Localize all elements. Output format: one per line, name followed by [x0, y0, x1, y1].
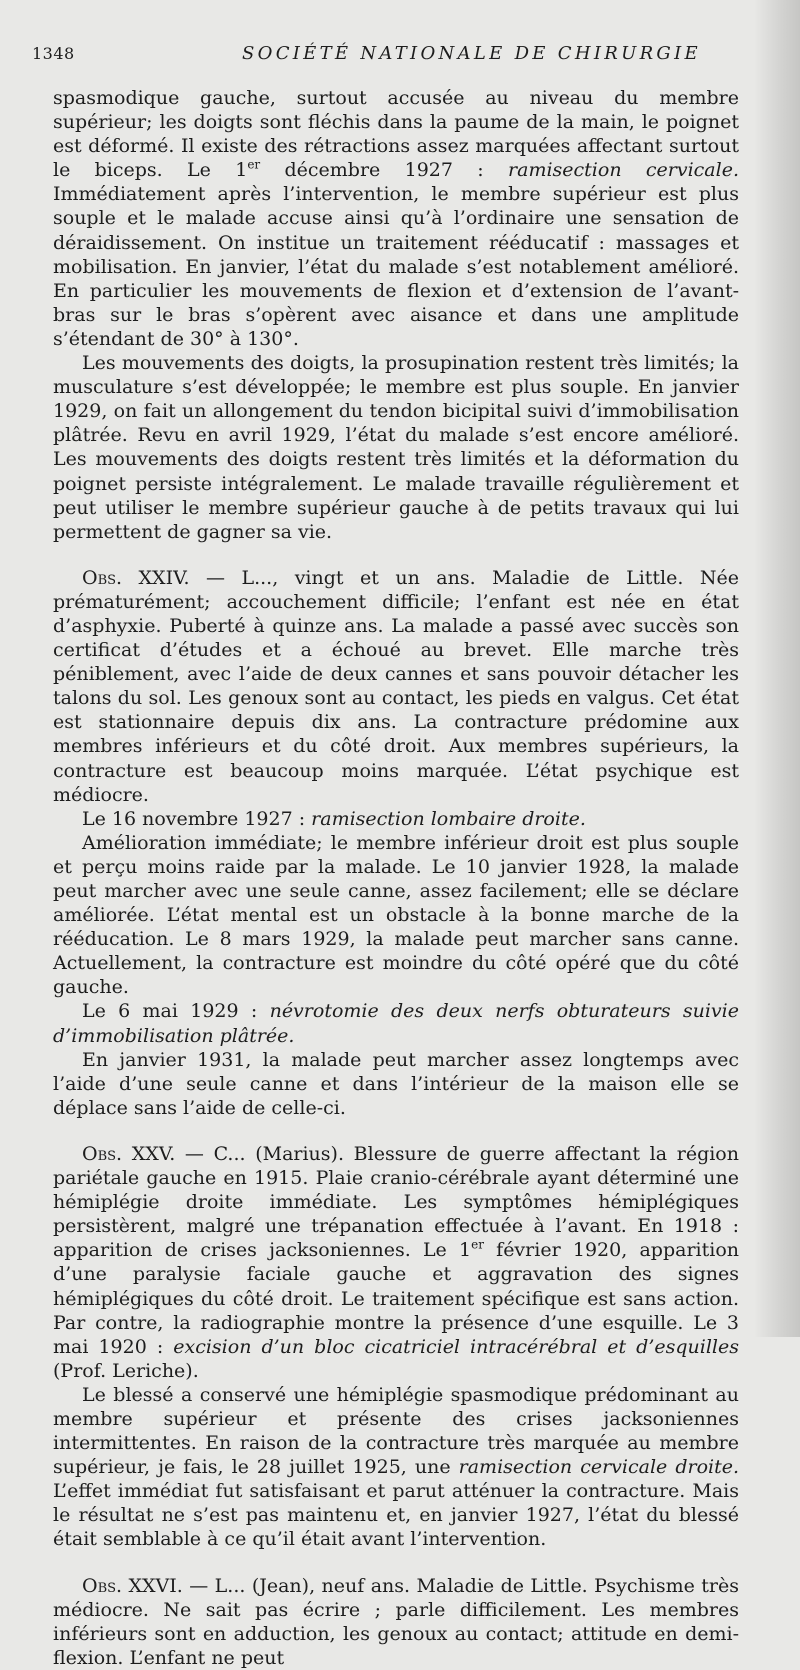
superscript: er [471, 1237, 484, 1252]
text-run: février 1920, apparition d’une paralysie faciale gauche et aggravation des signes hémiplégiques du côté droit. Le traitement spécifique est sans action. Par contre, la radiographie montre la présence d’une esquille. Le 3 mai 1920 : [53, 1239, 739, 1358]
page-header [32, 40, 772, 70]
page-edge-shadow [754, 0, 800, 1337]
text-run: Le blessé a conservé une hémiplégie spasmodique prédominant au membre supérieur et présente des crises jacksoniennes intermittentes. En raison de la contracture très marquée au membre supérieur, je fais, le 28 juillet 1925, une [53, 1383, 739, 1479]
paragraph [53, 1383, 739, 1552]
text-run: Le 6 mai 1929 : [82, 1000, 270, 1023]
text-run: — C... (Marius). Blessure de guerre affectant la région pariétale gauche en 1915. Plaie cranio-cérébrale ayant déterminé une hémiplégie droite immédiate. Les symptômes hémiplégiques persistèrent, malgré une trépanation effectuée à l’avant. En 1918 : apparition de crises jacksoniennes. Le 1 [53, 1142, 739, 1262]
text-run: Le 16 novembre 1927 : [82, 807, 312, 830]
paragraph [53, 1048, 739, 1120]
observation-label: Obs. XXVI. [82, 1574, 183, 1597]
italic-text: ramisection cervicale droite. [458, 1456, 740, 1479]
paragraph [53, 351, 739, 544]
page-body [53, 86, 739, 1670]
observation-label: Obs. XXIV. [82, 566, 190, 589]
observation-paragraph [53, 1142, 739, 1383]
text-run: L’effet immédiat fut satisfaisant et parut atténuer la contracture. Mais le résultat ne s’est pas maintenu et, en janvier 1927, l’état du blessé était semblable à ce qu’il était avant l’intervention. [53, 1480, 739, 1551]
text-run: décembre 1927 : [260, 159, 509, 182]
text-run: — L..., vingt et un ans. Maladie de Little. Née prématurément; accouchement difficile; l’enfant est née en état d’asphyxie. Puberté à quinze ans. La malade a passé avec succès son certificat d’études et a échoué au brevet. Elle marche très péniblement, avec l’aide de deux cannes et sans pouvoir détacher les talons du sol. Les genoux sont au contact, les pieds en valgus. Cet état est stationnaire depuis dix ans. La contracture prédomine aux membres inférieurs et du côté droit. Aux membres supérieurs, la contracture est beaucoup moins marquée. L’état psychique est médiocre. [53, 566, 739, 806]
text-run: Les mouvements des doigts, la prosupination restent très limités; la musculature s’est développée; le membre est plus souple. En janvier 1929, on fait un allongement du tendon bicipital suivi d’immobilisation plâtrée. Revu en avril 1929, l’état du malade s’est encore amélioré. Les mouvements des doigts restent très limités et la déformation du poignet persiste intégralement. Le malade travaille régulièrement et peut utiliser le membre supérieur gauche à de petits travaux qui lui permettent de gagner sa vie. [53, 352, 739, 543]
text-run: En janvier 1931, la malade peut marcher assez longtemps avec l’aide d’une seule canne et dans l’intérieur de la maison elle se déplace sans l’aide de celle-ci. [53, 1048, 739, 1119]
italic-text: ramisection lombaire droite. [311, 807, 586, 830]
page-number: 1348 [32, 44, 75, 63]
text-run: spasmodique gauche, surtout accusée au niveau du membre supérieur; les doigts sont fléchis dans la paume de la main, le poignet est déformé. Il existe des rétractions assez marquées affectant surtout le biceps. Le 1 [53, 87, 739, 182]
paragraph [53, 86, 739, 351]
italic-text: ramisection cervicale. [508, 159, 739, 182]
superscript: er [247, 157, 261, 172]
text-run: Immédiatement après l’intervention, le membre supérieur est plus souple et le malade accuse ainsi qu’à l’ordinaire une sensation de déraidissement. On institue un traitement rééducatif : massages et mobilisation. En janvier, l’état du malade s’est notablement amélioré. En particulier les mouvements de flexion et d’extension de l’avant-bras sur le bras s’opèrent avec aisance et dans une amplitude s’étendant de 30° à 130°. [53, 183, 739, 350]
observation-paragraph [53, 1574, 739, 1670]
paragraph [53, 807, 739, 831]
italic-text: excision d’un bloc cicatriciel intracérébral et d’esquilles [173, 1335, 739, 1358]
running-title: SOCIÉTÉ NATIONALE DE CHIRURGIE [242, 43, 701, 64]
paragraph [53, 999, 739, 1047]
observation-paragraph [53, 566, 739, 807]
paragraph [53, 831, 739, 1000]
text-run: (Prof. Leriche). [53, 1359, 199, 1382]
italic-text: névrotomie des deux nerfs obturateurs suivie d’immobilisation plâtrée. [53, 1000, 739, 1047]
text-run: — L... (Jean), neuf ans. Maladie de Little. Psychisme très médiocre. Ne sait pas écrire ; parle difficilement. Les membres inférieurs sont en adduction, les genoux au contact; attitude en demi-flexion. L’enfant ne peut [53, 1574, 739, 1669]
observation-label: Obs. XXV. [82, 1142, 176, 1165]
text-run: Amélioration immédiate; le membre inférieur droit est plus souple et perçu moins raide par la malade. Le 10 janvier 1928, la malade peut marcher avec une seule canne, assez facilement; elle se déclare améliorée. L’état mental est un obstacle à la bonne marche de la rééducation. Le 8 mars 1929, la malade peut marcher sans canne. Actuellement, la contracture est moindre du côté opéré que du côté gauche. [53, 831, 739, 999]
